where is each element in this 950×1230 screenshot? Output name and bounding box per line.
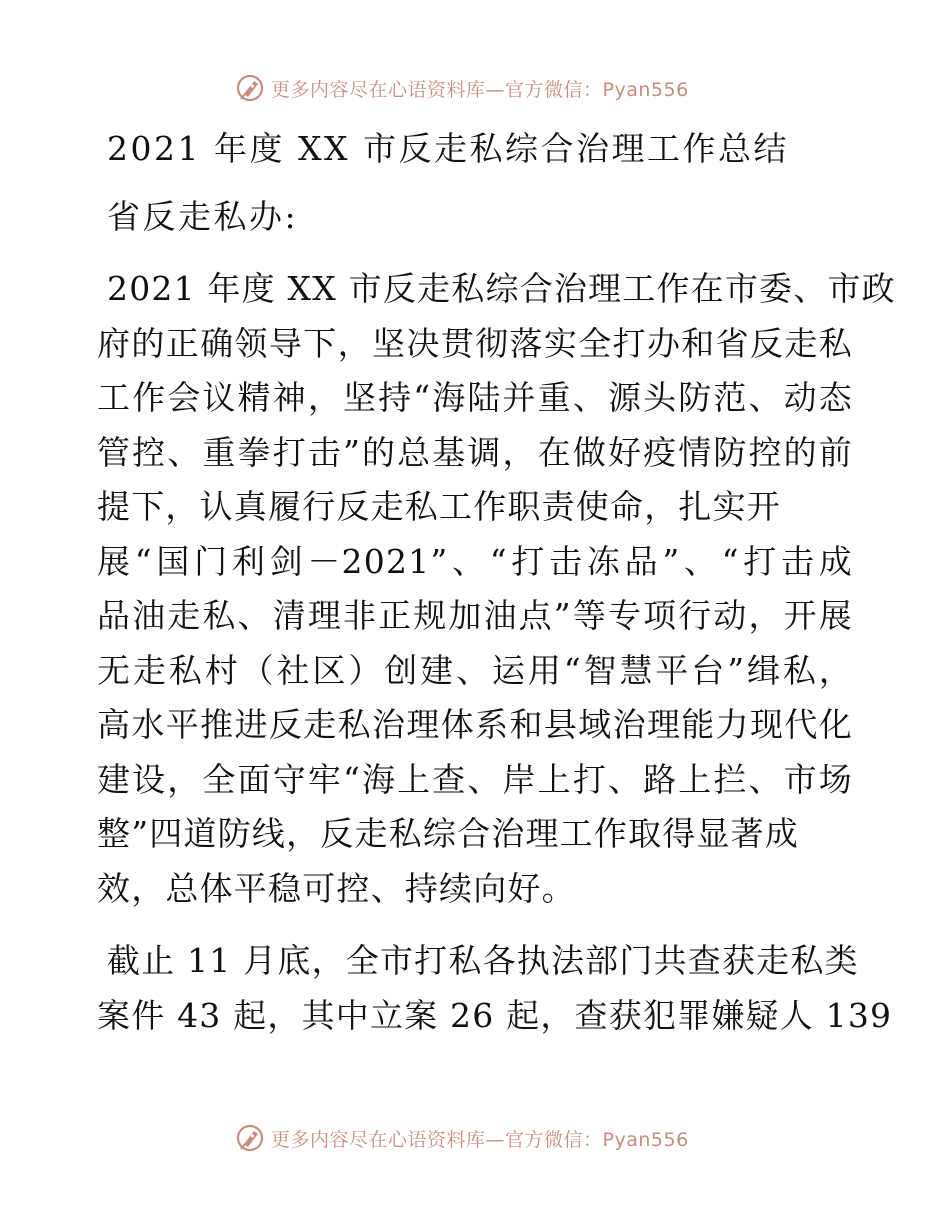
paragraph-line: 品油走私、清理非正规加油点”等专项行动，开展 — [97, 596, 853, 635]
document-body — [97, 126, 896, 1061]
paragraph-1 — [97, 262, 896, 916]
document-title: 2021 年度 XX 市反走私综合治理工作总结 — [107, 129, 789, 168]
paragraph-line: 提下，认真履行反走私工作职责使命，扎实开 — [97, 487, 781, 526]
paragraph-line: 截止 11 月底，全市打私各执法部门共查获走私类 — [107, 941, 859, 980]
pen-nib-logo-icon — [235, 1123, 265, 1153]
pen-nib-logo-icon — [235, 73, 265, 103]
watermark-text: 更多内容尽在心语资料库—官方微信：Pyan556 — [271, 78, 689, 101]
paragraph-line: 府的正确领导下，坚决贯彻落实全打办和省反走私 — [97, 323, 853, 363]
paragraph-line: 无走私村（社区）创建、运用“智慧平台”缉私， — [97, 650, 853, 690]
paragraph-line: 建设，全面守牢“海上查、岸上打、路上拦、市场 — [97, 759, 853, 799]
footer-watermark — [235, 1123, 689, 1153]
paragraph-line: 整”四道防线，反走私综合治理工作取得显著成 — [97, 814, 800, 853]
paragraph-line: 工作会议精神，坚持“海陆并重、源头防范、动态 — [97, 378, 853, 417]
salutation: 省反走私办: — [107, 197, 299, 236]
paragraph-2 — [97, 934, 893, 1043]
header-watermark — [235, 73, 689, 103]
paragraph-line: 展“国门利剑－2021”、“打击冻品”、“打击成 — [97, 541, 853, 581]
watermark-text: 更多内容尽在心语资料库—官方微信：Pyan556 — [271, 1128, 689, 1151]
paragraph-line: 案件 43 起，其中立案 26 起，查获犯罪嫌疑人 139 — [97, 995, 893, 1035]
paragraph-line: 效，总体平稳可控、持续向好。 — [97, 868, 576, 908]
paragraph-line: 管控、重拳打击”的总基调，在做好疫情防控的前 — [97, 432, 853, 472]
paragraph-line: 2021 年度 XX 市反走私综合治理工作在市委、市政 — [107, 269, 896, 308]
paragraph-line: 高水平推进反走私治理体系和县域治理能力现代化 — [97, 705, 853, 744]
